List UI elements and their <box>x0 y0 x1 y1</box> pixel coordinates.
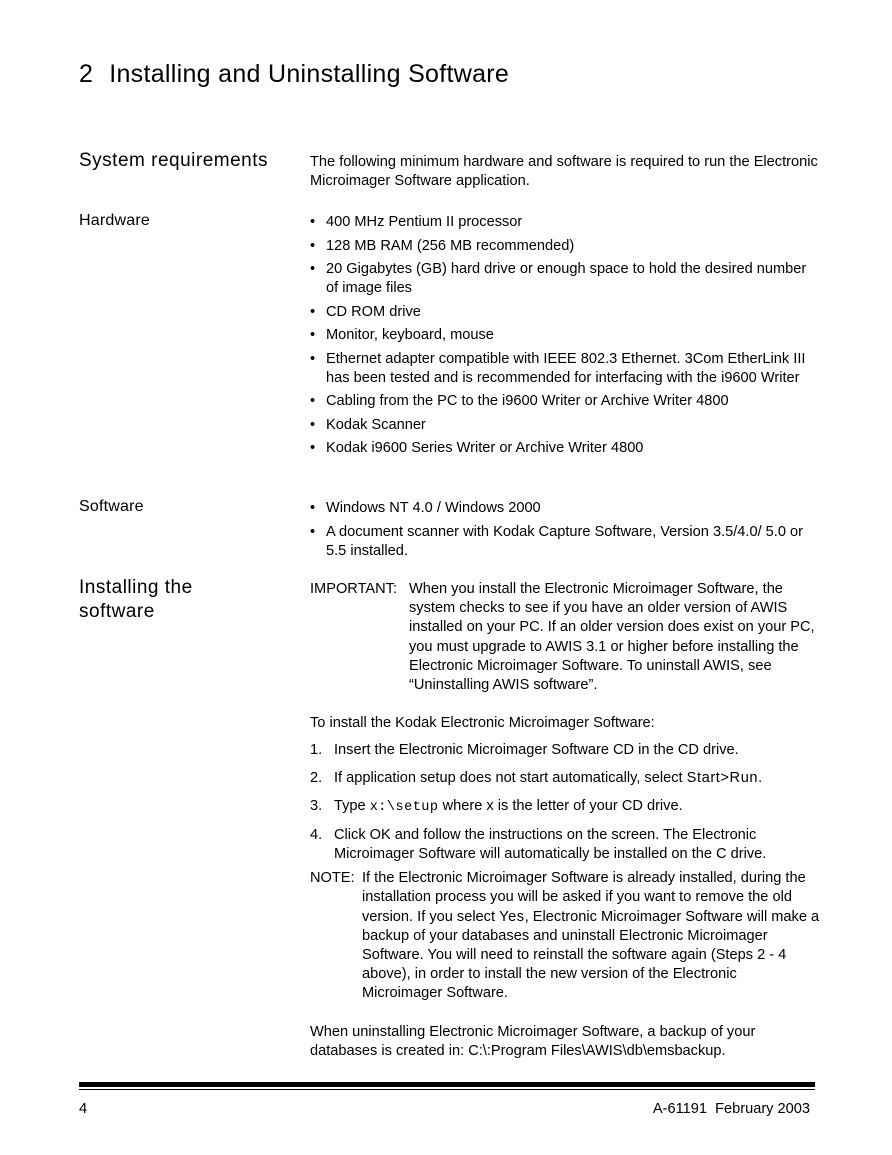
note-label: NOTE: <box>310 870 355 887</box>
installing-heading-line2: software <box>79 601 155 622</box>
hardware-body <box>310 213 820 463</box>
note-notice <box>310 869 820 1003</box>
chapter-title-text: Installing and Uninstalling Software <box>109 60 510 88</box>
step-number: 1. <box>310 742 323 759</box>
hardware-item: • 128 MB RAM (256 MB recommended) <box>310 237 820 256</box>
hardware-item: • Cabling from the PC to the i9600 Writer or Archive Writer 4800 <box>310 392 820 411</box>
step-text <box>334 797 820 817</box>
menu-command: Start>Run <box>686 770 759 787</box>
step-text: Insert the Electronic Microimager Software CD in the CD drive. <box>334 742 739 759</box>
install-step <box>310 769 820 788</box>
step-text-part: where x is the letter of your CD drive. <box>438 798 683 815</box>
install-step <box>310 741 820 760</box>
step-text-part: Type <box>334 798 370 815</box>
document-info: A-61191 February 2003 <box>652 1101 810 1117</box>
hardware-heading: Hardware <box>79 212 150 229</box>
important-label: IMPORTANT: <box>310 581 398 597</box>
software-item: • Windows NT 4.0 / Windows 2000 <box>310 499 820 518</box>
step-number: 3. <box>310 798 323 815</box>
footer-rule-thick <box>79 1082 815 1087</box>
setup-command: x:\setup <box>369 800 439 816</box>
software-list <box>310 499 820 561</box>
page-number: 4 <box>79 1101 88 1117</box>
hardware-item: • Monitor, keyboard, mouse <box>310 326 820 345</box>
hardware-item: • Kodak Scanner <box>310 416 820 435</box>
note-text-part: If the Electronic Microimager Software is already installed, during the installation process you will be asked if you want to remove the old version. If you select <box>362 870 806 925</box>
hardware-item: • Ethernet adapter compatible with IEEE 802.3 Ethernet. 3Com EtherLink III has been tested and is recommended for interfacing with the i9600 Writer <box>310 350 820 388</box>
step-text-part: If application setup does not start automatically, select <box>334 770 687 787</box>
hardware-item: • CD ROM drive <box>310 303 820 322</box>
chapter-number: 2 <box>79 60 94 88</box>
note-yes-option: Yes <box>499 908 525 925</box>
install-step <box>310 797 820 817</box>
system-requirements-body <box>310 153 820 191</box>
installing-heading-line1: Installing the <box>79 577 193 598</box>
hardware-item: • Kodak i9600 Series Writer or Archive Writer 4800 <box>310 439 820 458</box>
chapter-title <box>79 60 509 89</box>
step-number: 4. <box>310 827 323 844</box>
installing-body <box>310 580 820 1061</box>
software-body <box>310 499 820 565</box>
install-step <box>310 826 820 864</box>
step-number: 2. <box>310 770 323 787</box>
install-intro: To install the Kodak Electronic Microimager Software: <box>310 715 655 732</box>
step-text-part: . <box>758 770 763 787</box>
software-item: • A document scanner with Kodak Capture Software, Version 3.5/4.0/ 5.0 or 5.5 installed. <box>310 523 820 561</box>
hardware-item: • 20 Gigabytes (GB) hard drive or enough space to hold the desired number of image files <box>310 260 820 298</box>
uninstall-backup-note: When uninstalling Electronic Microimager Software, a backup of your databases is created in: C:\:Program Files\AWIS\db\emsbackup. <box>310 1023 756 1059</box>
note-text-part: , Electronic Microimager Software will make a backup of your databases and uninstall Electronic Microimager Software. You will need to reinstall the software again (Steps 2 - 4 above), in order to install the new version of the Electronic Microimager Software. <box>362 908 820 1002</box>
software-heading: Software <box>79 498 144 515</box>
step-text <box>334 769 820 788</box>
install-steps <box>310 741 820 864</box>
important-notice <box>310 580 820 695</box>
system-requirements-intro: The following minimum hardware and software is required to run the Electronic Microimager Software application. <box>310 154 818 190</box>
step-text: Click OK and follow the instructions on the screen. The Electronic Microimager Software will automatically be installed on the C drive. <box>334 827 767 863</box>
hardware-item: • 400 MHz Pentium II processor <box>310 213 820 232</box>
important-text: When you install the Electronic Microimager Software, the system checks to see if you have an older version of AWIS installed on your PC. If an older version does exist on your PC, you must upgrade to AWIS 3.1 or higher before installing the Electronic Microimager Software. To uninstall AWIS, see “Uninstalling AWIS software”. <box>409 581 815 694</box>
footer-rule-thin <box>79 1089 815 1090</box>
system-requirements-heading: System requirements <box>79 150 269 171</box>
installing-heading <box>79 576 299 624</box>
note-text <box>362 869 820 1003</box>
hardware-list <box>310 213 820 459</box>
